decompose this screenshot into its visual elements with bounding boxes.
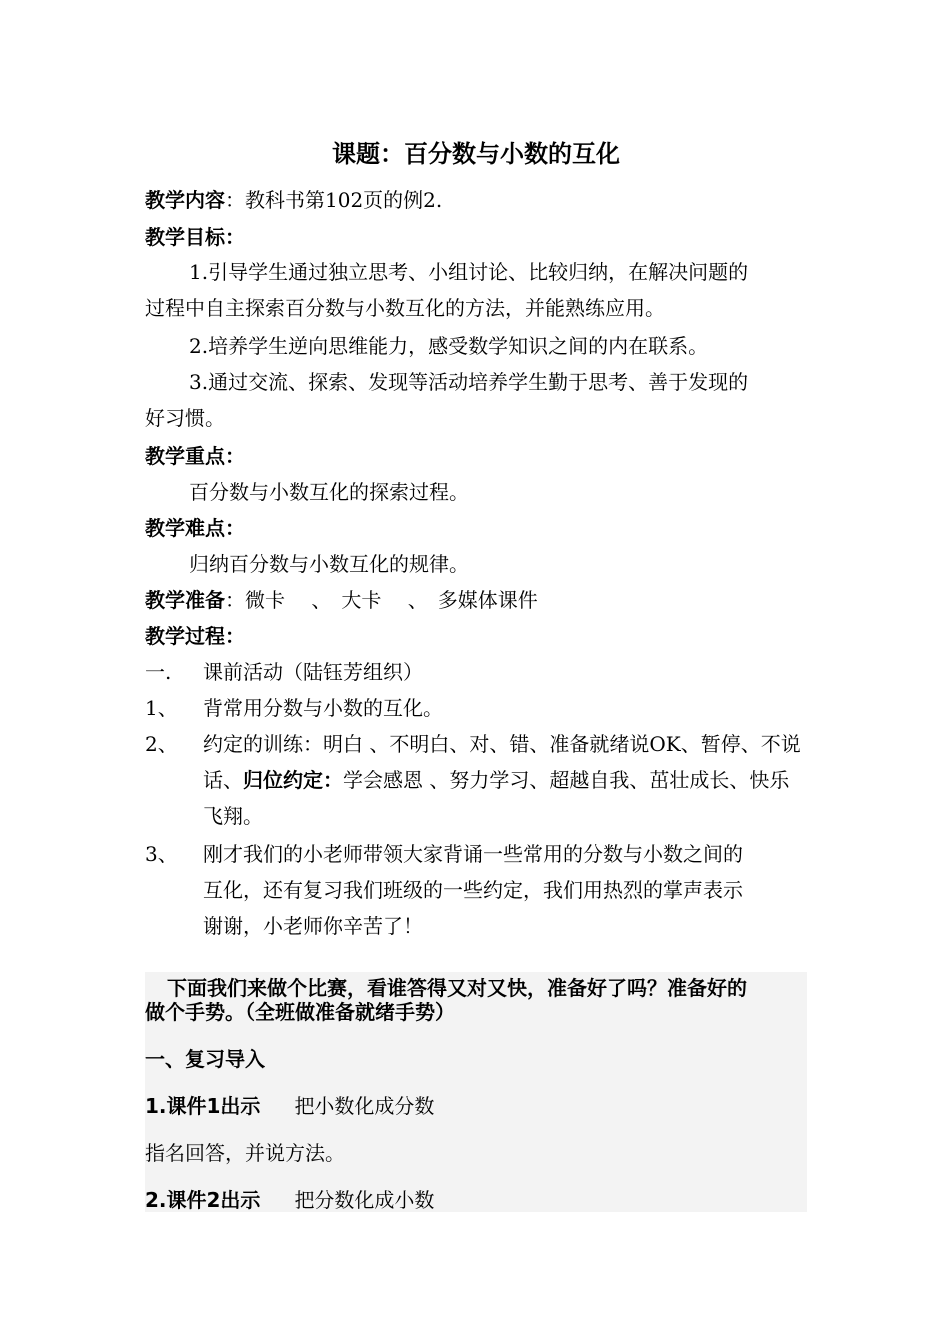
content-line [145, 188, 442, 212]
prep-colon: ： [225, 588, 245, 612]
difficulty-label: 教学难点： [145, 516, 245, 540]
item-3-line-1: 刚才我们的小老师带领大家背诵一些常用的分数与小数之间的 [203, 842, 743, 866]
item-3-text [203, 836, 807, 944]
item-2-line-3: 飞翔。 [203, 804, 263, 828]
item-2-line-1: 约定的训练：明白 、不明白、对、错、准备就绪说OK、暂停、不说 [203, 732, 801, 756]
sec1-num: 一. [145, 660, 172, 684]
key-label: 教学重点： [145, 444, 245, 468]
courseware-1-text: 把小数化成分数 [294, 1094, 435, 1118]
difficulty-text: 归纳百分数与小数互化的规律。 [189, 552, 469, 576]
process-label: 教学过程： [145, 624, 245, 648]
item-1-text: 背常用分数与小数的互化。 [203, 696, 443, 720]
item-2-text [203, 726, 807, 834]
courseware-1-label: 1.课件1出示 [145, 1094, 261, 1118]
item-3-line-3: 谢谢，小老师你辛苦了！ [203, 914, 423, 938]
item-2-line-2 [203, 762, 807, 798]
sec1-text: 课前活动（陆钰芳组织） [203, 660, 423, 684]
item-2-l2b: 归位约定： [243, 768, 343, 792]
key-text: 百分数与小数互化的探索过程。 [189, 480, 469, 504]
intro-line-1: 下面我们来做个比赛，看谁答得又对又快，准备好了吗？准备好的 [167, 976, 747, 1000]
prep-text: 微卡 、 大卡 、 多媒体课件 [245, 588, 538, 612]
prep-line [145, 588, 538, 612]
courseware-1 [145, 1094, 807, 1118]
content-text: 教科书第102页的例2. [245, 188, 443, 212]
page-title: 课题：百分数与小数的互化 [332, 140, 620, 168]
item-3-num: 3、 [145, 842, 178, 866]
content-label: 教学内容 [145, 188, 225, 212]
answer-text: 指名回答，并说方法。 [145, 1141, 345, 1165]
goals-label: 教学目标： [145, 225, 245, 249]
item-2-l2a: 话、 [203, 768, 243, 792]
goal-1-line-2: 过程中自主探索百分数与小数互化的方法，并能熟练应用。 [145, 296, 665, 320]
goal-1-line-1: 1.引导学生通过独立思考、小组讨论、比较归纳，在解决问题的 [189, 260, 749, 284]
item-3-line-2: 互化，还有复习我们班级的一些约定，我们用热烈的掌声表示 [203, 878, 743, 902]
content-colon: ： [225, 188, 245, 212]
intro-line-2: 做个手势。（全班做准备就绪手势） [145, 1000, 455, 1024]
item-2-l2c: 学会感恩 、努力学习、超越自我、茁壮成长、快乐 [343, 768, 790, 792]
goal-3-line-2: 好习惯。 [145, 406, 225, 430]
item-1-num: 1、 [145, 696, 178, 720]
prep-label: 教学准备 [145, 588, 225, 612]
goal-3-line-1: 3.通过交流、探索、发现等活动培养学生勤于思考、善于发现的 [189, 370, 749, 394]
courseware-2-label: 2.课件2出示 [145, 1188, 261, 1212]
review-heading: 一、复习导入 [145, 1047, 265, 1071]
goal-2: 2.培养学生逆向思维能力，感受数学知识之间的内在联系。 [189, 334, 709, 358]
item-2-num: 2、 [145, 732, 178, 756]
courseware-2 [145, 1188, 807, 1212]
courseware-2-text: 把分数化成小数 [294, 1188, 435, 1212]
